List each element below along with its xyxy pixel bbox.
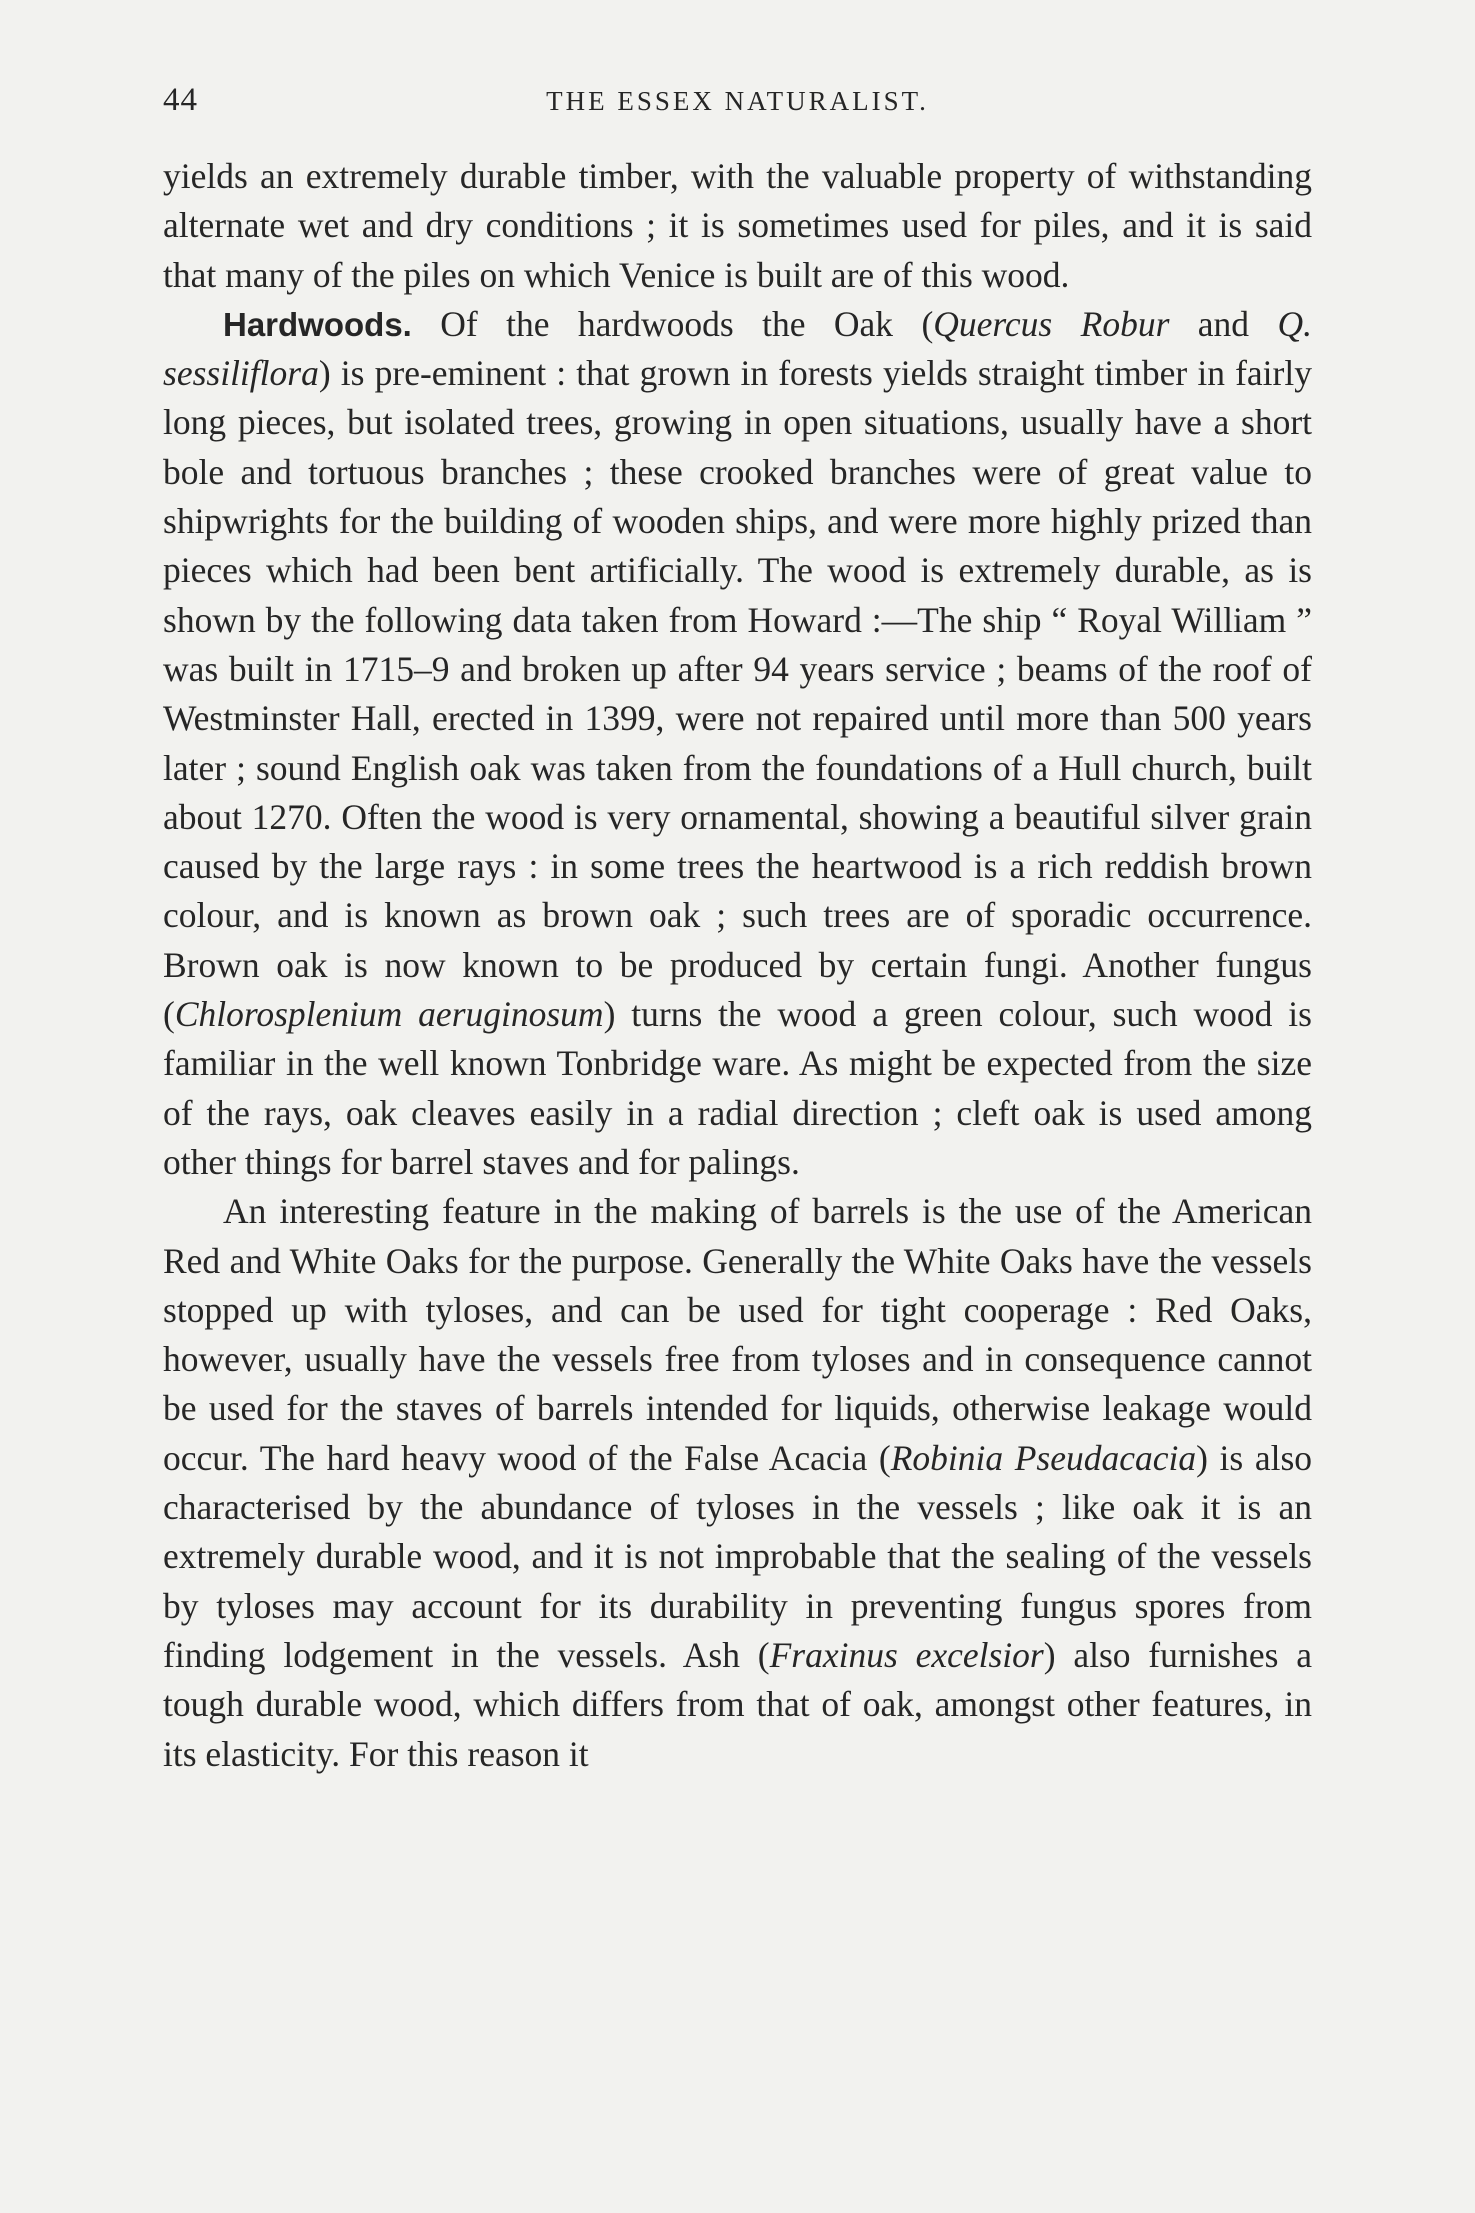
text-run: ) is also characterised by the abundance of tyloses in the vessels ; like oak it is an extremely durable wood, and it is not improbable that the sealing of the vessels by tyloses may account for its durability in preventing fungus spores from finding lodgement in the vessels. Ash ( bbox=[163, 1437, 1313, 1675]
paragraph-3 bbox=[163, 1187, 1312, 1779]
text-run: ) turns the wood a green colour, such wood is familiar in the well known Tonbridge ware. As might be expected from the size of the rays, oak cleaves easily in a radial direction ; cleft oak is used among other things for barrel staves and for palings. bbox=[163, 994, 1312, 1182]
text-run: and bbox=[1169, 303, 1278, 344]
body-text bbox=[163, 152, 1312, 1779]
scientific-name: Fraxinus excelsior bbox=[769, 1634, 1044, 1675]
page-number: 44 bbox=[163, 82, 198, 118]
section-run-in-heading: Hardwoods. bbox=[223, 305, 412, 343]
scientific-name: Quercus Robur bbox=[933, 303, 1170, 344]
text-run: ) is pre-eminent : that grown in forests yields straight timber in fairly long pieces, but isolated trees, growing in open situations, usually have a short bole and tortuous branches ; these crooked branches were of great value to shipwrights for the building of wooden ships, and were more highly prized than pieces which had been bent artificially. The wood is extremely durable, as is shown by the following data taken from Howard :—The ship “ Royal William ” was built in 1715–9 and broken up after 94 years service ; beams of the roof of Westminster Hall, erected in 1399, were not repaired until more than 500 years later ; sound English oak was taken from the foundations of a Hull church, built about 1270. Often the wood is very ornamental, showing a beautiful silver grain caused by the large rays : in some trees the heartwood is a rich reddish brown colour, and is known as brown oak ; such trees are of sporadic occurrence. Brown oak is now known to be produced by certain fungi. Another fungus ( bbox=[163, 353, 1312, 1035]
page-header bbox=[163, 82, 1312, 122]
scientific-name: Q. sessiliflora bbox=[163, 303, 1312, 394]
text-run: An interesting feature in the making of barrels is the use of the American Red and White Oaks for the purpose. Generally the White Oaks have the vessels stopped up with tyloses, and can be used for tight cooperage : Red Oaks, however, usually have the vessels free from tyloses and in consequence cannot be used for the staves of barrels intended for liquids, otherwise leakage would occur. The hard heavy wood of the False Acacia ( bbox=[163, 1191, 1312, 1478]
running-title: THE ESSEX NATURALIST. bbox=[546, 86, 929, 116]
scientific-name: Chlorosplenium aeruginosum bbox=[174, 994, 604, 1035]
paragraph-1 bbox=[163, 152, 1312, 300]
scientific-name: Robinia Pseudacacia bbox=[890, 1437, 1197, 1478]
text-run: yields an extremely durable timber, with the valuable property of withstanding alternate wet and dry conditions ; it is sometimes used for piles, and it is said that many of the piles on which Venice is built are of this wood. bbox=[163, 156, 1312, 295]
paragraph-2 bbox=[163, 300, 1312, 1187]
text-run: ) also furnishes a tough durable wood, which differs from that of oak, amongst other features, in its elasticity. For this reason it bbox=[163, 1634, 1312, 1774]
text-run: Of the hardwoods the Oak ( bbox=[411, 303, 934, 344]
